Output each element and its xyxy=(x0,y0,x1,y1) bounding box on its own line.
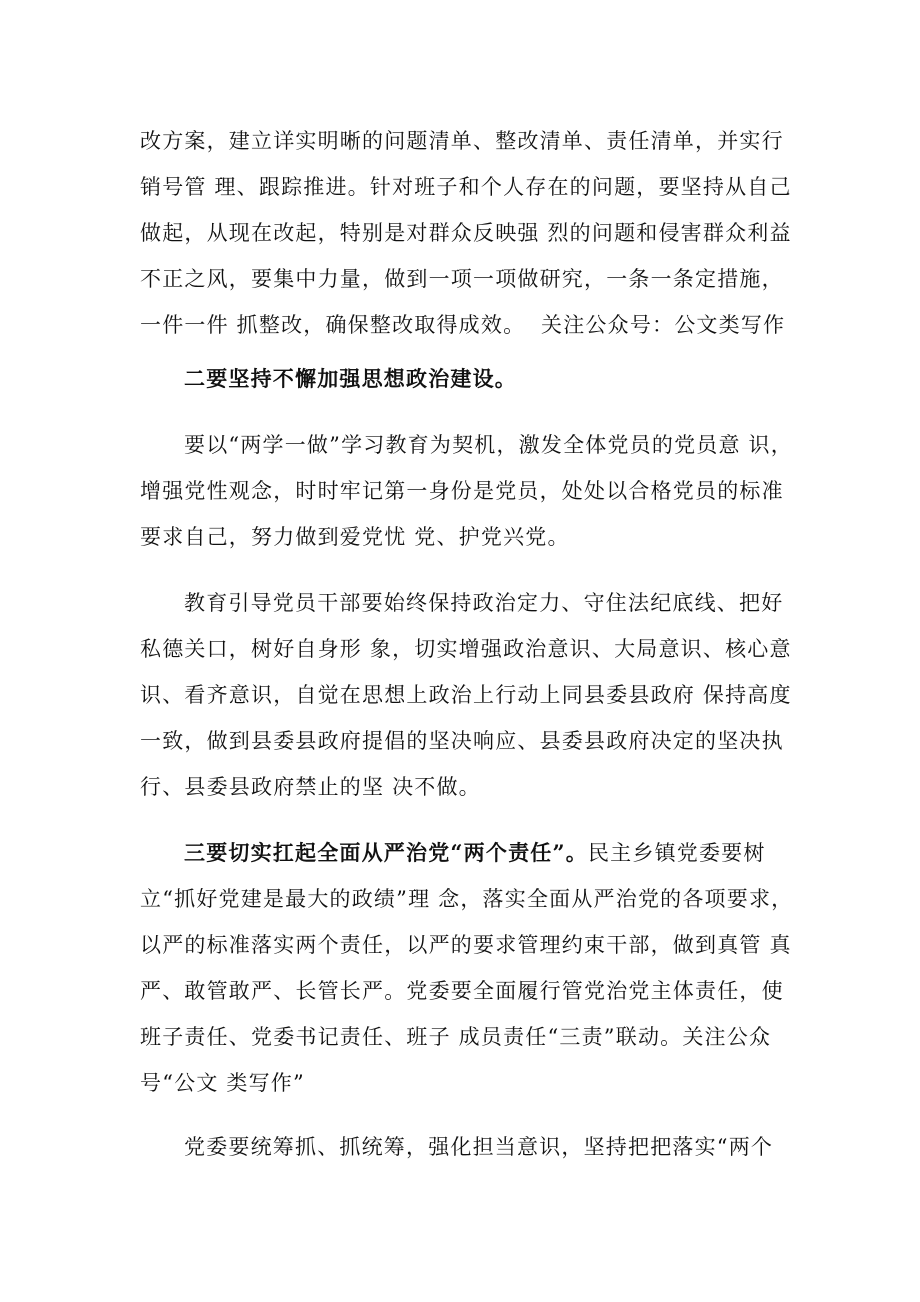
paragraph-rectification-plan xyxy=(140,118,800,348)
heading-text: 二要坚持不懈加强思想政治建设。 xyxy=(184,366,517,391)
paragraph-two-responsibilities xyxy=(140,830,800,1106)
paragraph-education-guidance xyxy=(140,580,800,810)
paragraph-party-committee-coordination xyxy=(140,1124,800,1170)
paragraph-text: 改方案，建立详实明晰的问题清单、整改清单、责任清单，并实行销号管 理、跟踪推进。针对班子和个人存在的问题，要坚持从自己做起，从现在改起，特别是对群众反映强 烈的问题和侵害群众利益不正之风，要集中力量，做到一项一项做研究，一条一条定措施，一件一件 抓整改，确保整改取得成效。 关注公众号：公文类写作 xyxy=(140,129,792,337)
paragraph-text: 党委要统筹抓、抓统筹，强化担当意识，坚持把把落实“两个 xyxy=(184,1135,774,1159)
paragraph-text: 民主乡镇党委要树立“抓好党建是最大的政绩”理 念，落实全面从严治党的各项要求，以严的标准落实两个责任，以严的要求管理约束干部，做到真管 真严、敢管敢严、长管长严。党委要全面履行管党治党主体责任，使班子责任、党委书记责任、班子 成员责任“三责”联动。关注公众号“公文 类写作” xyxy=(140,841,794,1095)
paragraph-text: 要以“两学一做”学习教育为契机，激发全体党员的党员意 识，增强党性观念，时时牢记第一身份是党员，处处以合格党员的标准要求自己，努力做到爱党忧 党、护党兴党。 xyxy=(140,433,793,549)
paragraph-two-learn-one-do xyxy=(140,422,800,560)
section-heading-political-building xyxy=(140,356,800,402)
paragraph-lead-heading: 三要切实扛起全面从严治党“两个责任”。 xyxy=(184,840,588,865)
paragraph-text: 教育引导党员干部要始终保持政治定力、守住法纪底线、把好私德关口，树好自身形 象，切实增强政治意识、大局意识、核心意识、看齐意识，自觉在思想上政治上行动上同县委县政府 保持高度一致，做到县委县政府提倡的坚决响应、县委县政府决定的坚决执行、县委县政府禁止的坚 决不做。 xyxy=(140,591,792,799)
